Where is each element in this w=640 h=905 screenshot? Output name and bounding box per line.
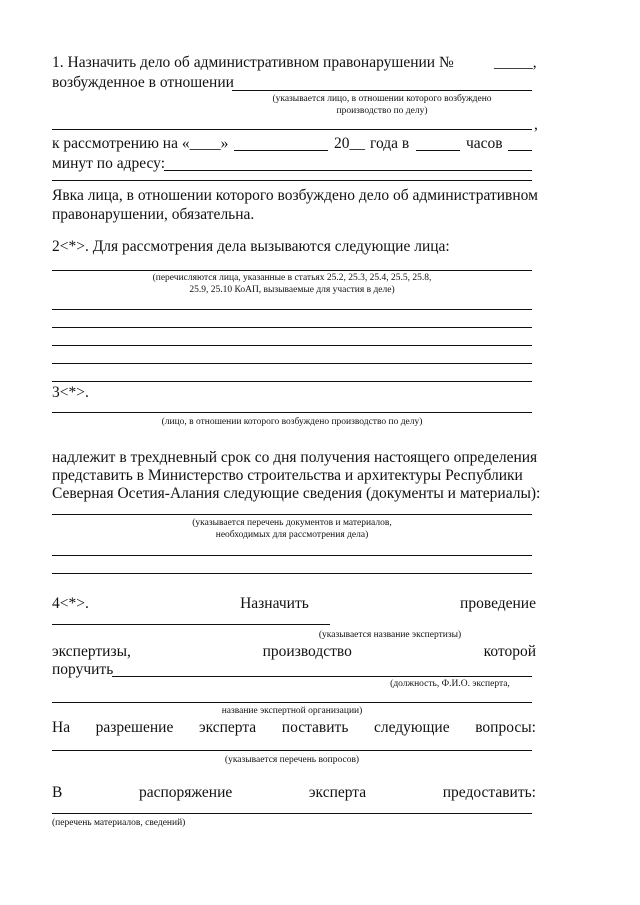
item1-line2: возбужденное в отношении xyxy=(52,74,234,91)
word-disposal: распоряжение xyxy=(138,784,233,801)
conduct-word: проведение xyxy=(460,595,536,612)
address-label: минут по адресу: xyxy=(52,155,166,172)
assign-word: Назначить xyxy=(240,595,309,612)
word-put: поставить xyxy=(281,719,349,736)
persons-note-2: 25.9, 25.10 КоАП, вызываемые для участия в деле) xyxy=(189,285,395,295)
word-expert: эксперта xyxy=(198,719,257,736)
word-following: следующие xyxy=(373,719,450,736)
word-questions: вопросы: xyxy=(475,719,536,736)
address-field-line xyxy=(164,170,532,171)
expert-field-line xyxy=(112,676,532,677)
persons-field-line xyxy=(52,270,532,271)
production-word: производство xyxy=(262,643,352,660)
blank-line xyxy=(52,327,532,328)
item2-heading: 2<*>. Для рассмотрения дела вызываются следующие лица: xyxy=(52,238,450,255)
item4-line-a xyxy=(52,594,536,613)
item1-line1: 1. Назначить дело об административном правонарушении № xyxy=(52,54,454,71)
questions-note: (указывается перечень вопросов) xyxy=(224,755,360,765)
blank-line xyxy=(52,345,532,346)
blank-line xyxy=(52,555,532,556)
item3-body-2: представить в Министерство строительства и архитектуры Республики xyxy=(52,467,523,484)
date-line-start: к рассмотрению на «____» xyxy=(52,135,229,152)
documents-note-2: необходимых для рассмотрения дела) xyxy=(215,530,369,540)
month-field-line xyxy=(234,150,328,151)
case-number-blank: _____, xyxy=(494,54,537,71)
entrust-label: поручить xyxy=(52,661,114,678)
person-field-line xyxy=(232,90,532,91)
item3-person-line xyxy=(52,412,532,413)
which-word: которой xyxy=(483,643,536,660)
item4-line-c xyxy=(52,718,536,737)
blank-line xyxy=(52,309,532,310)
item3-heading: 3<*>. xyxy=(52,384,89,401)
hours-label: часов xyxy=(466,135,503,152)
attendance-line-1: Явка лица, в отношении которого возбуждено дело об административном xyxy=(52,187,538,204)
blank-line xyxy=(52,573,532,574)
documents-field-line xyxy=(52,514,532,515)
minute-field-line xyxy=(508,150,532,151)
address-continuation-line xyxy=(52,180,532,181)
questions-field-line xyxy=(52,750,532,751)
organization-note: название экспертной организации) xyxy=(221,706,363,716)
exam-name-line xyxy=(52,624,330,625)
word-na: На xyxy=(52,719,71,736)
materials-field-line xyxy=(52,813,532,814)
exam-word: экспертизы, xyxy=(52,643,131,660)
item3-person-note: (лицо, в отношении которого возбуждено производство по делу) xyxy=(161,417,423,427)
person-note-2: производство по делу) xyxy=(336,106,428,116)
blank-line xyxy=(52,363,532,364)
year-label: года в xyxy=(370,135,410,152)
word-permission: разрешение xyxy=(95,719,174,736)
exam-name-note: (указывается название экспертизы) xyxy=(318,630,462,640)
hour-field-line xyxy=(416,150,460,151)
year-text: 20__ xyxy=(334,135,365,152)
documents-note-1: (указывается перечень документов и материалов, xyxy=(192,518,392,528)
expert-note: (должность, Ф.И.О. эксперта, xyxy=(390,679,510,689)
item4-line-b xyxy=(52,642,536,661)
item3-body-3: Северная Осетия-Алания следующие сведения (документы и материалы): xyxy=(52,485,541,502)
persons-note-1: (перечисляются лица, указанные в статьях 25.2, 25.3, 25.4, 25.5, 25.8, xyxy=(152,273,432,283)
item4-number: 4<*>. xyxy=(52,595,89,612)
person-continuation-line xyxy=(52,129,532,130)
materials-note: (перечень материалов, сведений) xyxy=(52,818,186,828)
person-note-1: (указывается лицо, в отношении которого возбуждено xyxy=(272,94,492,104)
word-provide: предоставить: xyxy=(442,784,536,801)
organization-field-line xyxy=(52,702,532,703)
item3-body-1: надлежит в трехдневный срок со дня получения настоящего определения xyxy=(52,449,538,466)
blank-line xyxy=(52,381,532,382)
word-expert-2: эксперта xyxy=(308,784,367,801)
attendance-line-2: правонарушении, обязательна. xyxy=(52,206,255,223)
comma: , xyxy=(534,116,538,133)
word-v: В xyxy=(52,784,63,801)
item4-line-d xyxy=(52,783,536,802)
